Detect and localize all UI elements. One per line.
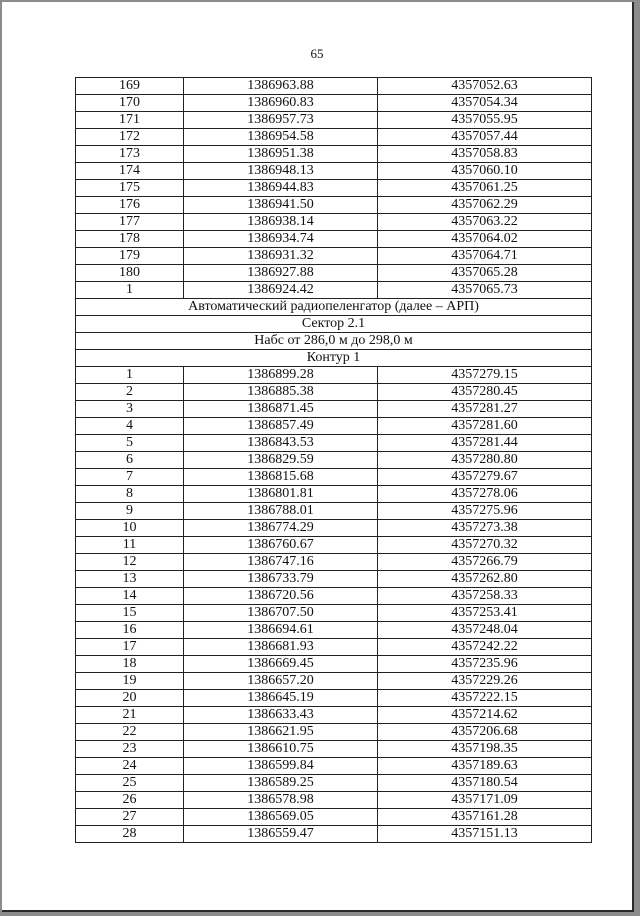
- x-coordinate-cell: 1386733.79: [184, 571, 378, 588]
- x-coordinate-cell: 1386747.16: [184, 554, 378, 571]
- sector-row: [76, 316, 592, 333]
- point-number-cell: 22: [76, 724, 184, 741]
- table-row: [76, 282, 592, 299]
- point-number-cell: 8: [76, 486, 184, 503]
- x-coordinate-cell: 1386941.50: [184, 197, 378, 214]
- table-row: [76, 826, 592, 843]
- table-row: [76, 605, 592, 622]
- section-title: Автоматический радиопеленгатор (далее – АРП): [76, 299, 592, 316]
- y-coordinate-cell: 4357279.15: [378, 367, 592, 384]
- point-number-cell: 25: [76, 775, 184, 792]
- y-coordinate-cell: 4357281.44: [378, 435, 592, 452]
- point-number-cell: 14: [76, 588, 184, 605]
- point-number-cell: 173: [76, 146, 184, 163]
- point-number-cell: 1: [76, 367, 184, 384]
- y-coordinate-cell: 4357063.22: [378, 214, 592, 231]
- point-number-cell: 171: [76, 112, 184, 129]
- point-number-cell: 1: [76, 282, 184, 299]
- section-title-row: [76, 299, 592, 316]
- table-row: [76, 418, 592, 435]
- x-coordinate-cell: 1386934.74: [184, 231, 378, 248]
- point-number-cell: 24: [76, 758, 184, 775]
- x-coordinate-cell: 1386589.25: [184, 775, 378, 792]
- point-number-cell: 4: [76, 418, 184, 435]
- table-section-1: [76, 78, 592, 299]
- y-coordinate-cell: 4357242.22: [378, 639, 592, 656]
- table-row: [76, 486, 592, 503]
- table-row: [76, 469, 592, 486]
- table-row: [76, 690, 592, 707]
- x-coordinate-cell: 1386944.83: [184, 180, 378, 197]
- table-row: [76, 248, 592, 265]
- y-coordinate-cell: 4357262.80: [378, 571, 592, 588]
- table-row: [76, 503, 592, 520]
- y-coordinate-cell: 4357275.96: [378, 503, 592, 520]
- table-row: [76, 384, 592, 401]
- x-coordinate-cell: 1386843.53: [184, 435, 378, 452]
- point-number-cell: 23: [76, 741, 184, 758]
- y-coordinate-cell: 4357061.25: [378, 180, 592, 197]
- point-number-cell: 20: [76, 690, 184, 707]
- x-coordinate-cell: 1386669.45: [184, 656, 378, 673]
- table-row: [76, 775, 592, 792]
- y-coordinate-cell: 4357278.06: [378, 486, 592, 503]
- table-row: [76, 639, 592, 656]
- point-number-cell: 17: [76, 639, 184, 656]
- table-row: [76, 367, 592, 384]
- table-row: [76, 571, 592, 588]
- x-coordinate-cell: 1386788.01: [184, 503, 378, 520]
- table-row: [76, 231, 592, 248]
- y-coordinate-cell: 4357280.45: [378, 384, 592, 401]
- y-coordinate-cell: 4357060.10: [378, 163, 592, 180]
- x-coordinate-cell: 1386927.88: [184, 265, 378, 282]
- table-row: [76, 809, 592, 826]
- y-coordinate-cell: 4357171.09: [378, 792, 592, 809]
- table-row: [76, 435, 592, 452]
- x-coordinate-cell: 1386951.38: [184, 146, 378, 163]
- table-row: [76, 724, 592, 741]
- y-coordinate-cell: 4357151.13: [378, 826, 592, 843]
- y-coordinate-cell: 4357054.34: [378, 95, 592, 112]
- x-coordinate-cell: 1386963.88: [184, 78, 378, 95]
- point-number-cell: 21: [76, 707, 184, 724]
- x-coordinate-cell: 1386938.14: [184, 214, 378, 231]
- table-row: [76, 401, 592, 418]
- x-coordinate-cell: 1386815.68: [184, 469, 378, 486]
- contour-row: [76, 350, 592, 367]
- x-coordinate-cell: 1386954.58: [184, 129, 378, 146]
- x-coordinate-cell: 1386578.98: [184, 792, 378, 809]
- x-coordinate-cell: 1386720.56: [184, 588, 378, 605]
- x-coordinate-cell: 1386871.45: [184, 401, 378, 418]
- point-number-cell: 9: [76, 503, 184, 520]
- table-section-2: [76, 367, 592, 843]
- y-coordinate-cell: 4357161.28: [378, 809, 592, 826]
- y-coordinate-cell: 4357055.95: [378, 112, 592, 129]
- table-row: [76, 95, 592, 112]
- x-coordinate-cell: 1386621.95: [184, 724, 378, 741]
- y-coordinate-cell: 4357248.04: [378, 622, 592, 639]
- x-coordinate-cell: 1386610.75: [184, 741, 378, 758]
- table-row: [76, 622, 592, 639]
- x-coordinate-cell: 1386707.50: [184, 605, 378, 622]
- x-coordinate-cell: 1386645.19: [184, 690, 378, 707]
- x-coordinate-cell: 1386657.20: [184, 673, 378, 690]
- point-number-cell: 16: [76, 622, 184, 639]
- x-coordinate-cell: 1386694.61: [184, 622, 378, 639]
- point-number-cell: 176: [76, 197, 184, 214]
- y-coordinate-cell: 4357065.28: [378, 265, 592, 282]
- y-coordinate-cell: 4357235.96: [378, 656, 592, 673]
- table-row: [76, 129, 592, 146]
- point-number-cell: 179: [76, 248, 184, 265]
- x-coordinate-cell: 1386857.49: [184, 418, 378, 435]
- y-coordinate-cell: 4357065.73: [378, 282, 592, 299]
- x-coordinate-cell: 1386885.38: [184, 384, 378, 401]
- table-row: [76, 741, 592, 758]
- point-number-cell: 175: [76, 180, 184, 197]
- x-coordinate-cell: 1386948.13: [184, 163, 378, 180]
- x-coordinate-cell: 1386899.28: [184, 367, 378, 384]
- x-coordinate-cell: 1386681.93: [184, 639, 378, 656]
- height-range: Набс от 286,0 м до 298,0 м: [76, 333, 592, 350]
- y-coordinate-cell: 4357281.27: [378, 401, 592, 418]
- x-coordinate-cell: 1386957.73: [184, 112, 378, 129]
- point-number-cell: 11: [76, 537, 184, 554]
- table-row: [76, 180, 592, 197]
- x-coordinate-cell: 1386569.05: [184, 809, 378, 826]
- y-coordinate-cell: 4357222.15: [378, 690, 592, 707]
- y-coordinate-cell: 4357281.60: [378, 418, 592, 435]
- point-number-cell: 180: [76, 265, 184, 282]
- x-coordinate-cell: 1386960.83: [184, 95, 378, 112]
- point-number-cell: 2: [76, 384, 184, 401]
- table-row: [76, 214, 592, 231]
- x-coordinate-cell: 1386829.59: [184, 452, 378, 469]
- document-page: [2, 2, 634, 912]
- table-row: [76, 265, 592, 282]
- x-coordinate-cell: 1386924.42: [184, 282, 378, 299]
- y-coordinate-cell: 4357058.83: [378, 146, 592, 163]
- point-number-cell: 174: [76, 163, 184, 180]
- table-row: [76, 588, 592, 605]
- point-number-cell: 19: [76, 673, 184, 690]
- y-coordinate-cell: 4357280.80: [378, 452, 592, 469]
- y-coordinate-cell: 4357052.63: [378, 78, 592, 95]
- y-coordinate-cell: 4357279.67: [378, 469, 592, 486]
- table-row: [76, 656, 592, 673]
- point-number-cell: 177: [76, 214, 184, 231]
- point-number-cell: 5: [76, 435, 184, 452]
- point-number-cell: 13: [76, 571, 184, 588]
- point-number-cell: 7: [76, 469, 184, 486]
- table-row: [76, 520, 592, 537]
- y-coordinate-cell: 4357206.68: [378, 724, 592, 741]
- table-row: [76, 673, 592, 690]
- table-row: [76, 146, 592, 163]
- x-coordinate-cell: 1386931.32: [184, 248, 378, 265]
- point-number-cell: 169: [76, 78, 184, 95]
- table-row: [76, 758, 592, 775]
- point-number-cell: 10: [76, 520, 184, 537]
- x-coordinate-cell: 1386760.67: [184, 537, 378, 554]
- point-number-cell: 170: [76, 95, 184, 112]
- point-number-cell: 18: [76, 656, 184, 673]
- point-number-cell: 178: [76, 231, 184, 248]
- table-row: [76, 452, 592, 469]
- x-coordinate-cell: 1386559.47: [184, 826, 378, 843]
- x-coordinate-cell: 1386774.29: [184, 520, 378, 537]
- height-row: [76, 333, 592, 350]
- point-number-cell: 27: [76, 809, 184, 826]
- table-row: [76, 537, 592, 554]
- table-row: [76, 112, 592, 129]
- table-row: [76, 78, 592, 95]
- point-number-cell: 26: [76, 792, 184, 809]
- table-row: [76, 554, 592, 571]
- y-coordinate-cell: 4357064.71: [378, 248, 592, 265]
- y-coordinate-cell: 4357258.33: [378, 588, 592, 605]
- x-coordinate-cell: 1386633.43: [184, 707, 378, 724]
- table-headers: [76, 299, 592, 367]
- point-number-cell: 28: [76, 826, 184, 843]
- y-coordinate-cell: 4357270.32: [378, 537, 592, 554]
- y-coordinate-cell: 4357062.29: [378, 197, 592, 214]
- y-coordinate-cell: 4357064.02: [378, 231, 592, 248]
- point-number-cell: 172: [76, 129, 184, 146]
- y-coordinate-cell: 4357198.35: [378, 741, 592, 758]
- sector-title: Сектор 2.1: [76, 316, 592, 333]
- table-row: [76, 163, 592, 180]
- y-coordinate-cell: 4357180.54: [378, 775, 592, 792]
- point-number-cell: 3: [76, 401, 184, 418]
- page-number: 65: [310, 46, 324, 61]
- x-coordinate-cell: 1386801.81: [184, 486, 378, 503]
- y-coordinate-cell: 4357057.44: [378, 129, 592, 146]
- point-number-cell: 15: [76, 605, 184, 622]
- contour-title: Контур 1: [76, 350, 592, 367]
- y-coordinate-cell: 4357273.38: [378, 520, 592, 537]
- table-row: [76, 792, 592, 809]
- table-row: [76, 197, 592, 214]
- y-coordinate-cell: 4357229.26: [378, 673, 592, 690]
- y-coordinate-cell: 4357214.62: [378, 707, 592, 724]
- point-number-cell: 12: [76, 554, 184, 571]
- y-coordinate-cell: 4357189.63: [378, 758, 592, 775]
- point-number-cell: 6: [76, 452, 184, 469]
- y-coordinate-cell: 4357253.41: [378, 605, 592, 622]
- x-coordinate-cell: 1386599.84: [184, 758, 378, 775]
- coordinates-table: [75, 77, 592, 843]
- y-coordinate-cell: 4357266.79: [378, 554, 592, 571]
- table-row: [76, 707, 592, 724]
